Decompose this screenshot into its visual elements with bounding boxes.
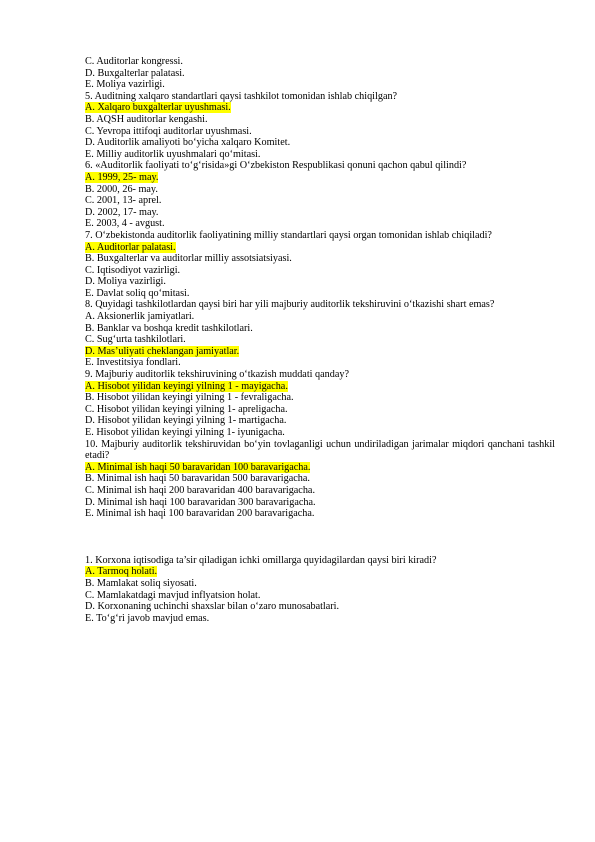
text-line (85, 613, 555, 625)
line-text: 10. Majburiy auditorlik tekshiruvidan bo‘yin tovlaganligi uchun undiriladigan jarimalar miqdori qanchani tashkil etadi? (85, 438, 555, 462)
text-line (85, 566, 555, 578)
line-text: E. Moliya vazirligi. (85, 79, 165, 91)
question-block-1 (85, 56, 555, 520)
text-line (85, 218, 555, 230)
text-line (85, 334, 555, 346)
line-text: E. Davlat soliq qo‘mitasi. (85, 287, 190, 299)
line-text: B. Mamlakat soliq siyosati. (85, 577, 197, 589)
text-line (85, 357, 555, 369)
line-text: E. Milliy auditorlik uyushmalari qo‘mitasi. (85, 148, 261, 160)
line-text: D. Hisobot yilidan keyingi yilning 1- martigacha. (85, 415, 287, 427)
line-text: D. 2002, 17- may. (85, 206, 159, 218)
line-text: E. 2003, 4 - avgust. (85, 218, 165, 230)
text-line (85, 56, 555, 68)
text-line (85, 288, 555, 300)
section-gap (85, 520, 555, 555)
text-line (85, 427, 555, 439)
text-line (85, 497, 555, 509)
line-text: E. Minimal ish haqi 100 baravaridan 200 baravarigacha. (85, 508, 315, 520)
line-text: 1. Korxona iqtisodiga ta’sir qiladigan ichki omillarga quyidagilardan qaysi biri kiradi? (85, 554, 437, 566)
line-text: D. Korxonaning uchinchi shaxslar bilan o‘zaro munosabatlari. (85, 601, 340, 613)
question-block-2 (85, 555, 555, 625)
text-line (85, 265, 555, 277)
line-text: 5. Auditning xalqaro standartlari qaysi tashkilot tomonidan ishlab chiqilgan? (85, 90, 398, 102)
text-line (85, 462, 555, 474)
text-line (85, 346, 555, 358)
text-line (85, 91, 555, 103)
text-line (85, 485, 555, 497)
text-line (85, 207, 555, 219)
line-text: B. AQSH auditorlar kengashi. (85, 113, 208, 125)
text-line (85, 172, 555, 184)
line-text: C. Hisobot yilidan keyingi yilning 1- apreligacha. (85, 403, 288, 415)
highlighted-answer: A. Minimal ish haqi 50 baravaridan 100 baravarigacha. (85, 461, 311, 473)
text-line (85, 114, 555, 126)
line-text: 8. Quyidagi tashkilotlardan qaysi biri har yili majburiy auditorlik tekshiruvini o‘tkazishi shart emas? (85, 299, 495, 311)
text-line (85, 555, 555, 567)
text-line (85, 253, 555, 265)
line-text: C. Sug‘urta tashkilotlari. (85, 334, 186, 346)
text-line (85, 415, 555, 427)
text-line (85, 439, 555, 462)
text-line (85, 578, 555, 590)
line-text: E. To‘g‘ri javob mavjud emas. (85, 612, 210, 624)
line-text: A. Aksionerlik jamiyatlari. (85, 311, 195, 323)
document-page (85, 56, 555, 624)
line-text: C. Mamlakatdagi mavjud inflyatsion holat. (85, 589, 261, 601)
text-line (85, 473, 555, 485)
text-line (85, 508, 555, 520)
line-text: B. Buxgalterlar va auditorlar milliy assotsiatsiyasi. (85, 253, 292, 265)
line-text: E. Investitsiya fondlari. (85, 357, 181, 369)
line-text: C. Yevropa ittifoqi auditorlar uyushmasi. (85, 125, 252, 137)
highlighted-answer: A. Xalqaro buxgalterlar uyushmasi. (85, 102, 231, 114)
highlighted-answer: A. Hisobot yilidan keyingi yilning 1 - mayigacha. (85, 380, 288, 392)
line-text: C. 2001, 13- aprel. (85, 195, 162, 207)
text-line (85, 381, 555, 393)
text-line (85, 149, 555, 161)
text-line (85, 195, 555, 207)
text-line (85, 590, 555, 602)
line-text: C. Minimal ish haqi 200 baravaridan 400 baravarigacha. (85, 484, 315, 496)
text-line (85, 160, 555, 172)
text-line (85, 392, 555, 404)
line-text: 9. Majburiy auditorlik tekshiruvining o‘tkazish muddati qanday? (85, 369, 349, 381)
text-line (85, 126, 555, 138)
line-text: B. 2000, 26- may. (85, 183, 158, 195)
text-line (85, 311, 555, 323)
text-line (85, 242, 555, 254)
line-text: E. Hisobot yilidan keyingi yilning 1- iyunigacha. (85, 427, 285, 438)
highlighted-answer: A. Auditorlar palatasi. (85, 241, 176, 253)
line-text: C. Iqtisodiyot vazirligi. (85, 264, 181, 276)
text-line (85, 184, 555, 196)
line-text: B. Banklar va boshqa kredit tashkilotlari. (85, 322, 253, 334)
line-text: D. Moliya vazirligi. (85, 276, 166, 288)
line-text: D. Auditorlik amaliyoti bo‘yicha xalqaro Komitet. (85, 137, 291, 149)
line-text: 6. «Auditorlik faoliyati to‘g‘risida»gi O‘zbekiston Respublikasi qonuni qachon qabul qilindi? (85, 160, 467, 172)
text-line (85, 601, 555, 613)
text-line (85, 404, 555, 416)
text-line (85, 102, 555, 114)
text-line (85, 79, 555, 91)
text-line (85, 68, 555, 80)
text-line (85, 299, 555, 311)
line-text: C. Auditorlar kongressi. (85, 56, 183, 67)
line-text: 7. O‘zbekistonda auditorlik faoliyatining milliy standartlari qaysi organ tomonidan ishlab chiqiladi? (85, 229, 492, 241)
highlighted-answer: D. Mas’uliyati cheklangan jamiyatlar. (85, 345, 240, 357)
line-text: B. Minimal ish haqi 50 baravaridan 500 baravarigacha. (85, 473, 310, 485)
highlighted-answer: A. Tarmoq holati. (85, 566, 158, 578)
text-line (85, 323, 555, 335)
text-line (85, 369, 555, 381)
line-text: D. Buxgalterlar palatasi. (85, 67, 185, 79)
text-line (85, 276, 555, 288)
highlighted-answer: A. 1999, 25- may. (85, 171, 159, 183)
text-line (85, 230, 555, 242)
line-text: D. Minimal ish haqi 100 baravaridan 300 baravarigacha. (85, 496, 316, 508)
line-text: B. Hisobot yilidan keyingi yilning 1 - fevraligacha. (85, 392, 294, 404)
text-line (85, 137, 555, 149)
